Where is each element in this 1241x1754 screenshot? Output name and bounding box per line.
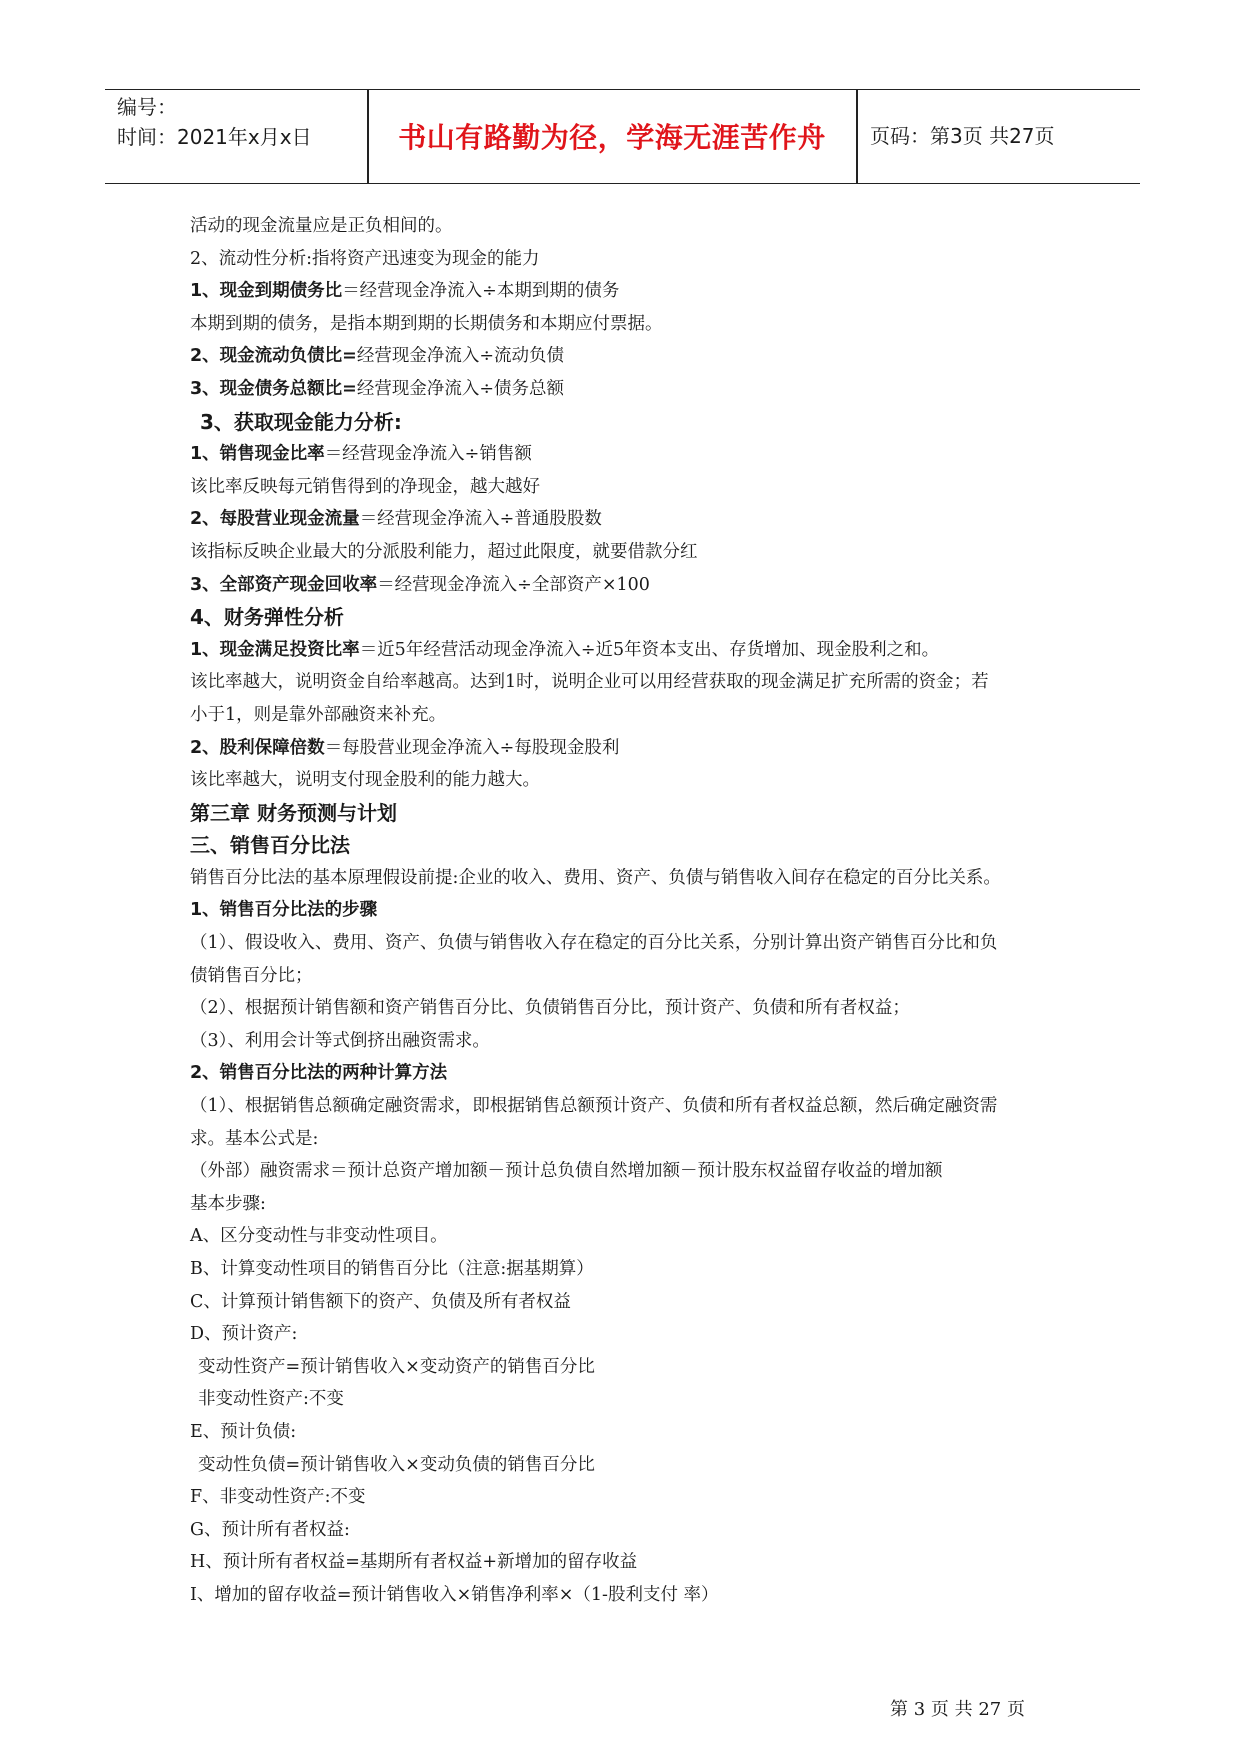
line-text: 变动性资产=预计销售收入×变动资产的销售百分比 [198, 1356, 595, 1377]
line-text: E、预计负债: [190, 1421, 297, 1442]
text-line [190, 1123, 1080, 1156]
line-text: 该指标反映企业最大的分派股利能力，超过此限度，就要借款分红 [190, 541, 698, 562]
header-divider [856, 90, 858, 183]
text-line [190, 829, 1080, 862]
line-text: 经营现金净流入÷债务总额 [356, 378, 565, 399]
line-text: （2）、根据预计销售额和资产销售百分比、负债销售百分比，预计资产、负债和所有者权益； [190, 998, 910, 1019]
text-line [190, 1090, 1080, 1123]
text-line [190, 1579, 1080, 1612]
text-line [190, 764, 1080, 797]
bold-term: 3、全部资产现金回收率 [190, 574, 378, 595]
text-line [190, 1025, 1080, 1058]
bold-term: 1、销售现金比率 [190, 444, 325, 465]
line-text: 销售百分比法的基本原理假设前提:企业的收入、费用、资产、负债与销售收入间存在稳定的百分比关系。 [190, 867, 1001, 888]
bold-term: 1、现金到期债务比 [190, 281, 343, 302]
text-line [190, 1188, 1080, 1221]
text-line [190, 569, 1080, 602]
text-line [190, 927, 1080, 960]
line-text: ＝经营现金净流入÷本期到期的债务 [342, 281, 620, 302]
line-text: 该比率反映每元销售得到的净现金，越大越好 [190, 476, 540, 497]
line-text: 本期到期的债务，是指本期到期的长期债务和本期应付票据。 [190, 313, 663, 334]
text-line [190, 666, 1080, 699]
bold-term: 3、现金债务总额比= [190, 378, 357, 399]
time-label: 时间：2021年x月x日 [117, 125, 312, 149]
line-text: 该比率越大，说明资金自给率越高。达到1时，说明企业可以用经营获取的现金满足扩充所需的资金；若 [190, 672, 989, 693]
line-text: 该比率越大，说明支付现金股利的能力越大。 [190, 770, 540, 791]
line-text: 3、获取现金能力分析: [200, 409, 402, 434]
text-line [190, 797, 1080, 830]
line-text: （3）、利用会计等式倒挤出融资需求。 [190, 1030, 490, 1051]
line-text: 活动的现金流量应是正负相间的。 [190, 216, 453, 236]
text-line [190, 1253, 1080, 1286]
text-line [190, 1155, 1080, 1188]
line-text: （1）、根据销售总额确定融资需求，即根据销售总额预计资产、负债和所有者权益总额，然后确定融资需 [190, 1096, 998, 1117]
line-text: ＝每股营业现金净流入÷每股现金股利 [324, 737, 620, 758]
text-line [190, 1383, 1080, 1416]
text-line [190, 862, 1080, 895]
text-line [190, 1220, 1080, 1253]
line-text: 第三章 财务预测与计划 [190, 800, 397, 825]
line-text: 债销售百分比； [190, 965, 313, 986]
text-line [190, 438, 1080, 471]
text-line [190, 1351, 1080, 1384]
line-text: （1）、假设收入、费用、资产、负债与销售收入存在稳定的百分比关系，分别计算出资产销售百分比和负 [190, 933, 998, 954]
bold-term: 2、股利保障倍数 [190, 737, 325, 758]
document-body [190, 210, 1080, 1612]
text-line [190, 960, 1080, 993]
text-line [190, 340, 1080, 373]
line-text: D、预计资产: [190, 1324, 298, 1345]
line-text: 4、财务弹性分析 [190, 605, 344, 630]
line-text: 三、销售百分比法 [190, 833, 350, 858]
text-line [190, 471, 1080, 504]
line-text: ＝经营现金净流入÷普通股股数 [359, 509, 602, 530]
line-text: ＝近5年经营活动现金净流入÷近5年资本支出、存货增加、现金股利之和。 [359, 639, 940, 660]
header-meta [117, 92, 312, 152]
line-text: I、增加的留存收益=预计销售收入×销售净利率×（1-股利支付 率） [190, 1584, 719, 1605]
line-text: H、预计所有者权益=基期所有者权益+新增加的留存收益 [190, 1552, 638, 1573]
text-line [190, 601, 1080, 634]
header-page-label: 页码：第3页 共27页 [870, 124, 1055, 148]
text-line [190, 1286, 1080, 1319]
line-text: 2、流动性分析:指将资产迅速变为现金的能力 [190, 248, 540, 269]
text-line [190, 894, 1080, 927]
text-line [190, 992, 1080, 1025]
text-line [190, 732, 1080, 765]
text-line [190, 699, 1080, 732]
bold-term: 2、现金流动负债比= [190, 346, 357, 367]
text-line [190, 634, 1080, 667]
text-line [190, 1481, 1080, 1514]
line-text: 求。基本公式是: [190, 1128, 319, 1149]
text-line [190, 536, 1080, 569]
line-text: 非变动性资产:不变 [198, 1389, 344, 1410]
text-line [190, 1416, 1080, 1449]
page-footer: 第 3 页 共 27 页 [890, 1699, 1025, 1720]
line-text: 变动性负债=预计销售收入×变动负债的销售百分比 [198, 1454, 595, 1475]
line-text: 经营现金净流入÷流动负债 [356, 346, 565, 367]
text-line [190, 210, 1080, 243]
line-text: 小于1，则是靠外部融资来补充。 [190, 704, 447, 725]
line-text: （外部）融资需求＝预计总资产增加额－预计总负债自然增加额－预计股东权益留存收益的增加额 [190, 1161, 943, 1182]
text-line [190, 503, 1080, 536]
page-header [105, 89, 1140, 184]
text-line [190, 275, 1080, 308]
header-motto: 书山有路勤为径，学海无涯苦作舟 [398, 121, 826, 154]
text-line [190, 1449, 1080, 1482]
text-line [190, 1514, 1080, 1547]
bold-term: 1、现金满足投资比率 [190, 639, 360, 660]
bold-term: 2、每股营业现金流量 [190, 509, 360, 530]
line-text: B、计算变动性项目的销售百分比（注意:据基期算） [190, 1259, 594, 1279]
line-text: F、非变动性资产:不变 [190, 1487, 366, 1508]
text-line [190, 373, 1080, 406]
text-line [190, 406, 1080, 439]
line-text: ＝经营现金净流入÷销售额 [324, 444, 532, 465]
bold-term: 2、销售百分比法的两种计算方法 [190, 1063, 448, 1084]
bold-term: 1、销售百分比法的步骤 [190, 900, 378, 921]
line-text: 基本步骤: [190, 1193, 266, 1214]
line-text: A、区分变动性与非变动性项目。 [190, 1226, 448, 1247]
text-line [190, 243, 1080, 276]
line-text: C、计算预计销售额下的资产、负债及所有者权益 [190, 1291, 571, 1312]
text-line [190, 1057, 1080, 1090]
text-line [190, 1318, 1080, 1351]
number-label: 编号： [117, 95, 177, 119]
text-line [190, 308, 1080, 341]
text-line [190, 1546, 1080, 1579]
line-text: G、预计所有者权益: [190, 1519, 350, 1540]
line-text: ＝经营现金净流入÷全部资产×100 [377, 574, 650, 595]
